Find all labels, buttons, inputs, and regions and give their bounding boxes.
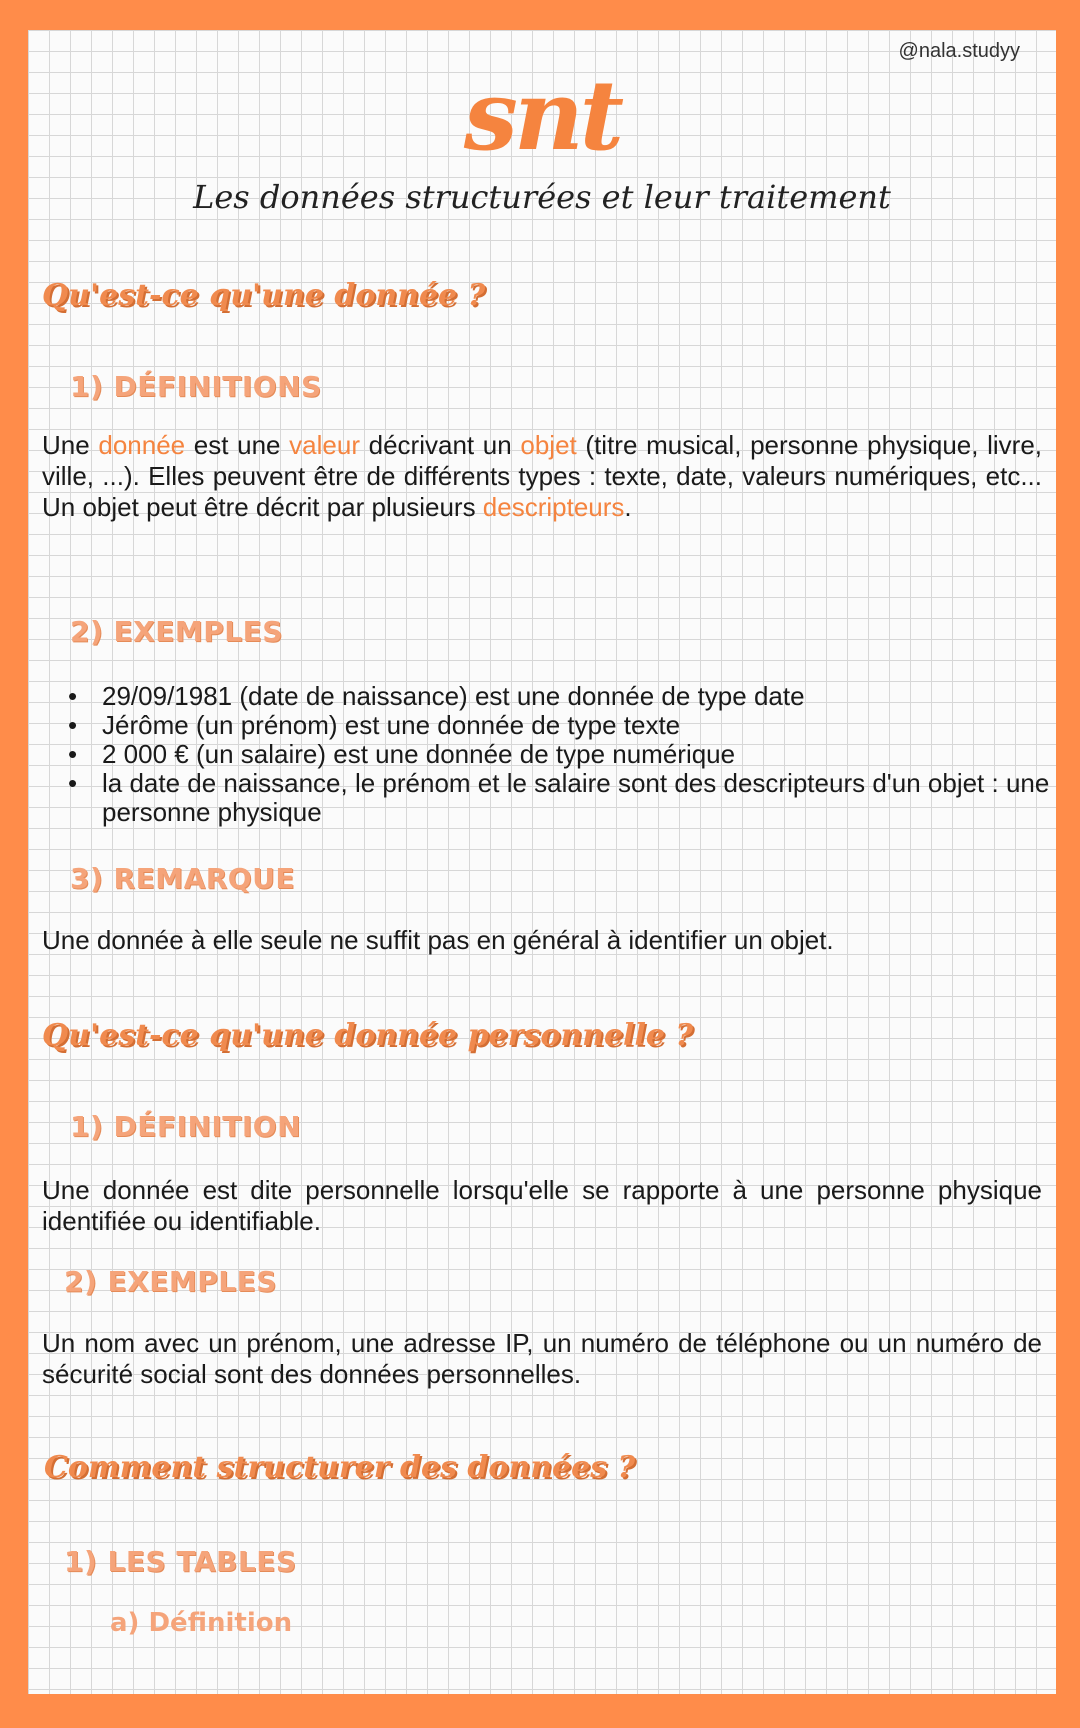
snt-logo: snt	[463, 59, 621, 172]
heading-definitions: 1) DÉFINITIONS	[70, 370, 322, 403]
remark-text: Une donnée à elle seule ne suffit pas en général à identifier un objet.	[42, 925, 834, 955]
list-item: • la date de naissance, le prénom et le salaire sont des descripteurs d'un objet : une personne physique	[102, 769, 1056, 827]
heading-remarque: 3) REMARQUE	[70, 862, 295, 895]
heading-exemples-2: 2) EXEMPLES	[64, 1265, 277, 1298]
list-item: • Jérôme (un prénom) est une donnée de type texte	[102, 711, 1056, 740]
section-title-personnelle: Qu'est-ce qu'une donnée personnelle ?	[42, 1018, 693, 1053]
personal-definition-text: Une donnée est dite personnelle lorsqu'elle se rapporte à une personne physique identifiée ou identifiable.	[42, 1175, 1042, 1236]
term-valeur: valeur	[289, 430, 360, 460]
page-subtitle: Les données structurées et leur traitement	[193, 178, 891, 216]
definition-paragraph: Une donnée est une valeur décrivant un objet (titre musical, personne physique, livre, ville, ...). Elles peuvent être de différents types : texte, date, valeurs numériques, etc... Un objet peut être décrit par plusieurs descripteurs.	[42, 430, 1043, 522]
list-item: • 29/09/1981 (date de naissance) est une donnée de type date	[102, 682, 1056, 711]
heading-definition: 1) DÉFINITION	[70, 1110, 302, 1143]
examples-list	[42, 682, 1056, 827]
note-page	[28, 30, 1056, 1694]
author-handle: @nala.studyy	[898, 40, 1020, 62]
section-title-structurer: Comment structurer des données ?	[44, 1450, 636, 1485]
personal-examples-text: Un nom avec un prénom, une adresse IP, un numéro de téléphone ou un numéro de sécurité social sont des données personnelles.	[42, 1328, 1042, 1389]
list-item: • 2 000 € (un salaire) est une donnée de type numérique	[102, 740, 1056, 769]
heading-les-tables: 1) LES TABLES	[64, 1545, 297, 1578]
section-title-donnee: Qu'est-ce qu'une donnée ?	[42, 278, 486, 313]
heading-exemples-1: 2) EXEMPLES	[70, 615, 283, 648]
term-descripteurs: descripteurs	[482, 492, 625, 522]
term-objet: objet	[520, 430, 577, 460]
subheading-definition: a) Définition	[110, 1608, 293, 1638]
term-donnee: donnée	[98, 430, 186, 460]
